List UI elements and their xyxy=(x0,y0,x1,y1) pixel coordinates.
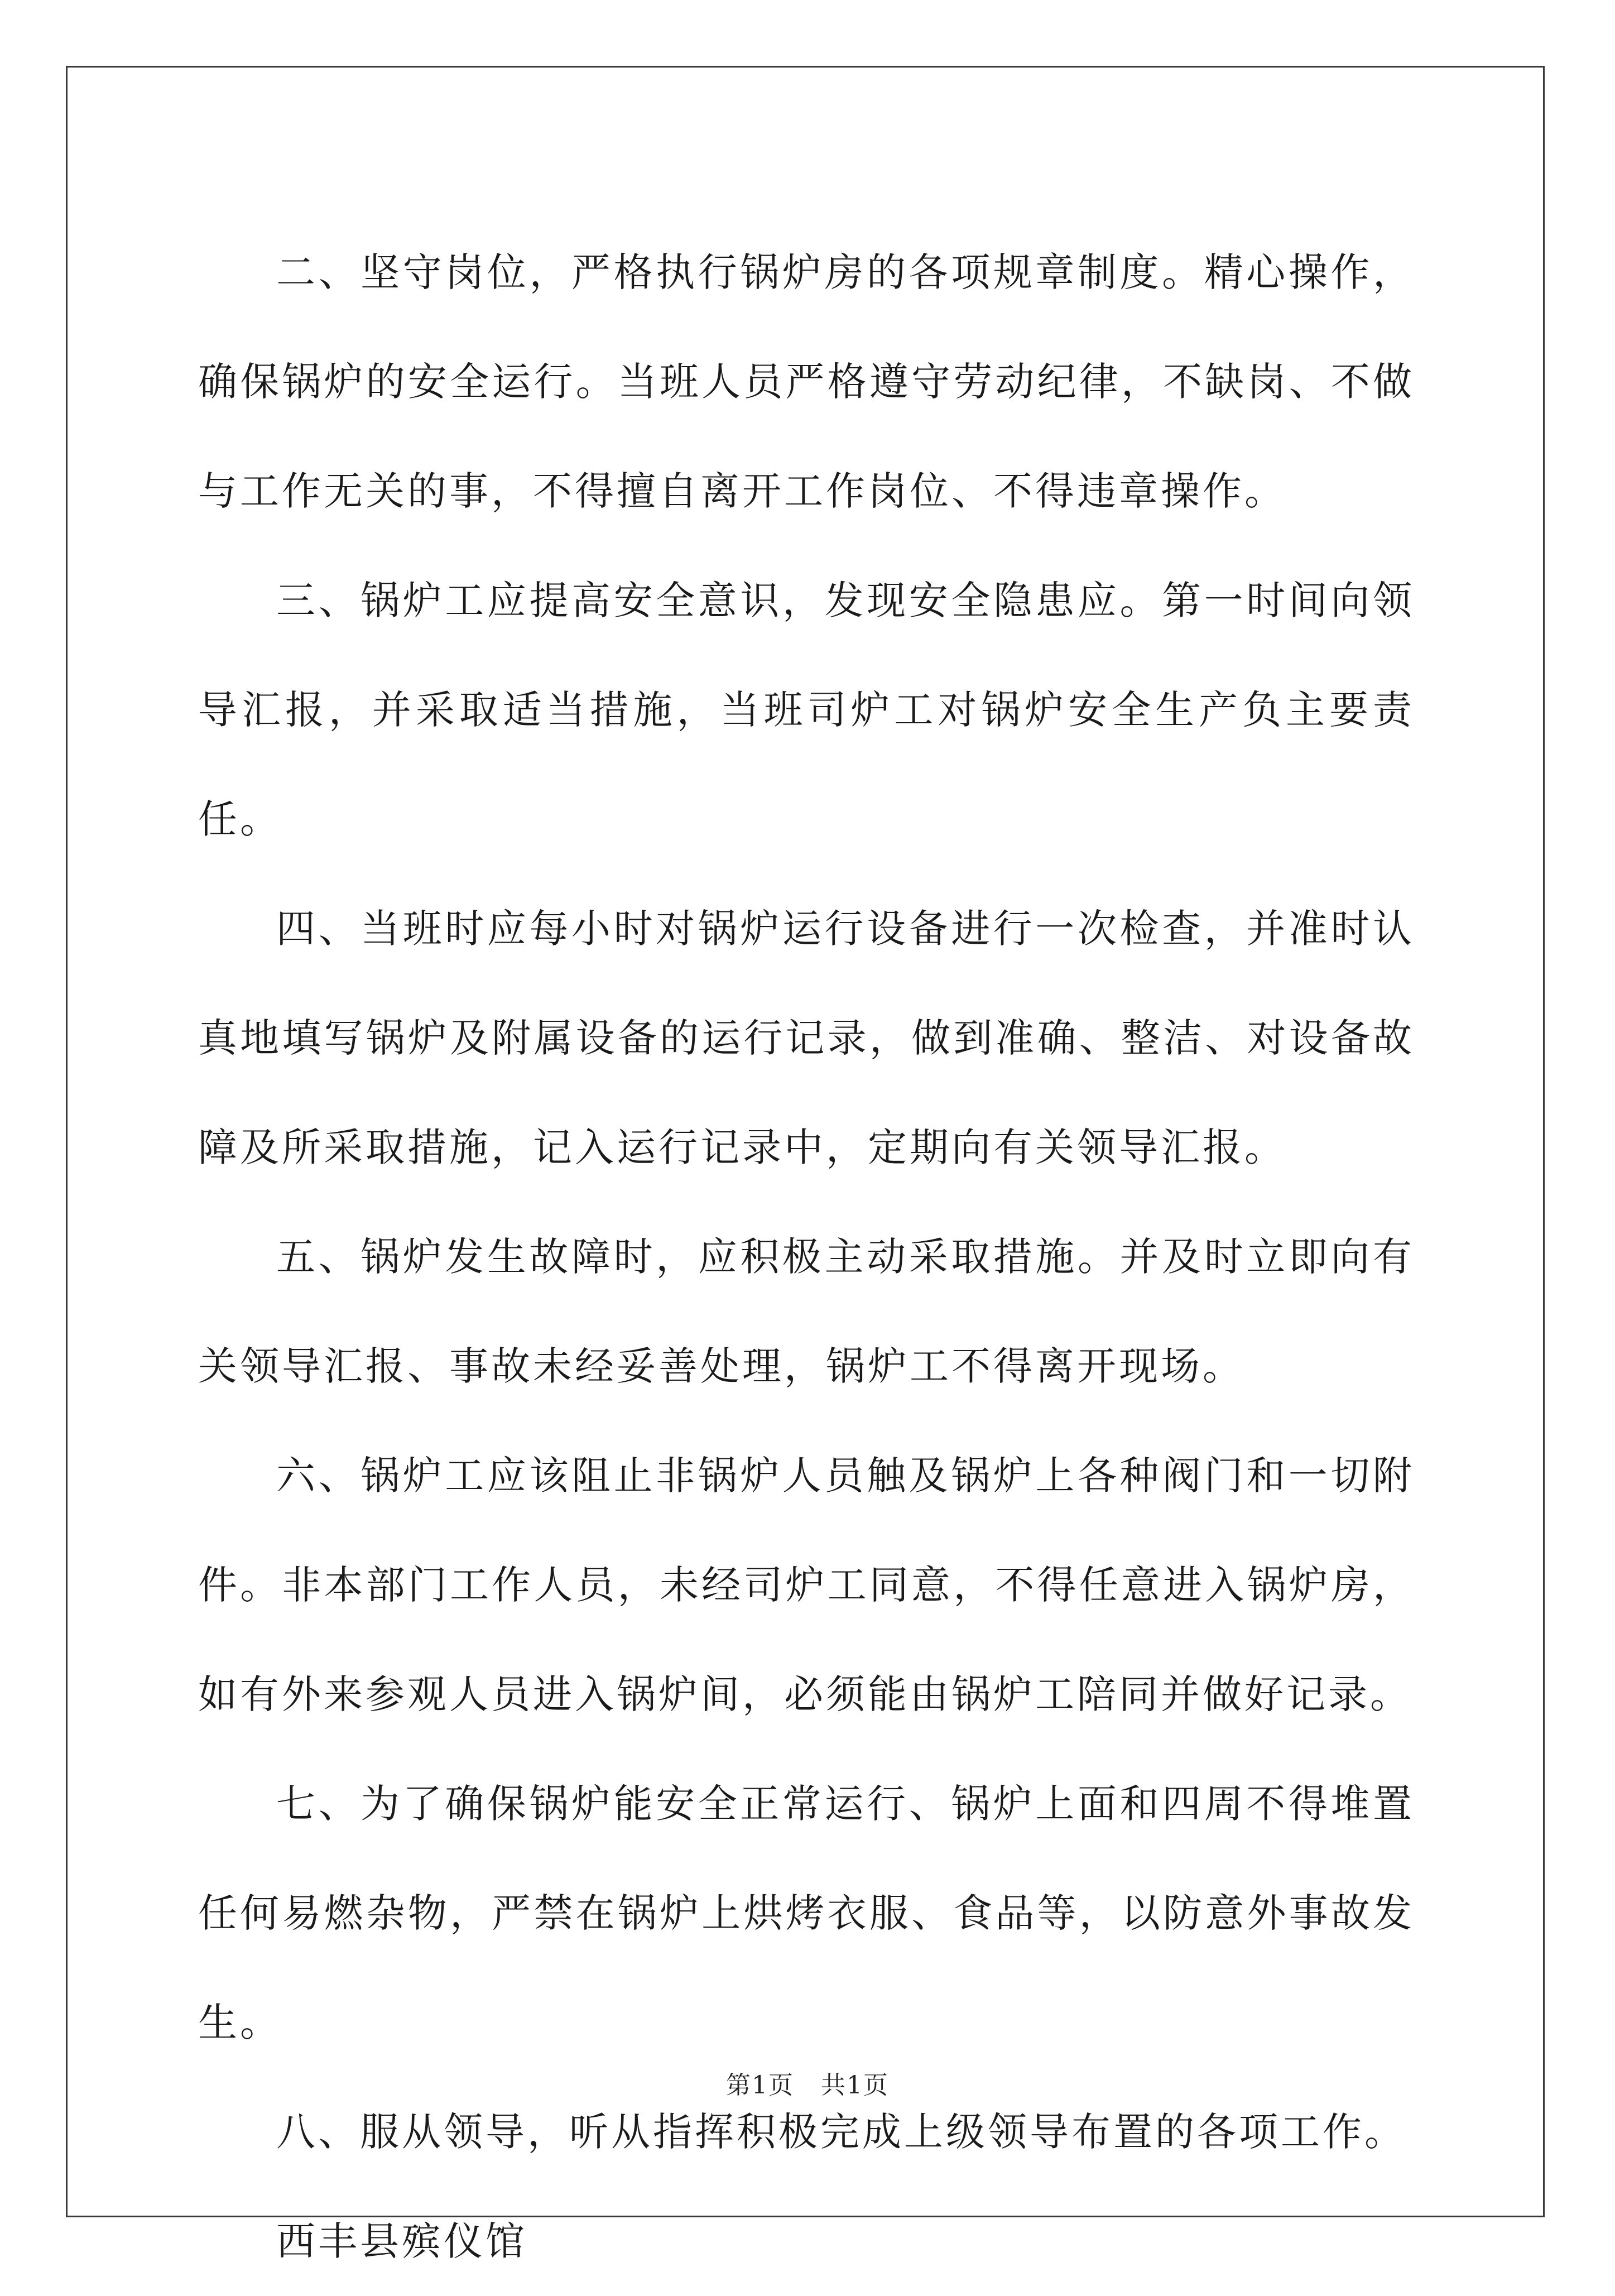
paragraph-5: 五、锅炉发生故障时，应积极主动采取措施。并及时立即向有关领导汇报、事故未经妥善处理，锅炉工不得离开现场。 xyxy=(198,1234,1415,1389)
document-body xyxy=(198,218,1415,2296)
page-number-total: 共1页 xyxy=(821,2071,889,2100)
paragraph-3: 三、锅炉工应提高安全意识，发现安全隐患应。第一时间向领导汇报，并采取适当措施，当班司炉工对锅炉安全生产负主要责任。 xyxy=(198,578,1415,842)
page-footer xyxy=(0,2065,1615,2101)
signature-organization: 西丰县殡仪馆 xyxy=(276,2218,527,2264)
page-number-current: 第1页 xyxy=(726,2071,794,2100)
paragraph-7: 七、为了确保锅炉能安全正常运行、锅炉上面和四周不得堆置任何易燃杂物，严禁在锅炉上烘烤衣服、食品等，以防意外事故发生。 xyxy=(198,1781,1415,2045)
paragraph-4: 四、当班时应每小时对锅炉运行设备进行一次检查，并准时认真地填写锅炉及附属设备的运行记录，做到准确、整洁、对设备故障及所采取措施，记入运行记录中，定期向有关领导汇报。 xyxy=(198,906,1415,1170)
paragraph-8: 八、服从领导，听从指挥积极完成上级领导布置的各项工作。 xyxy=(276,2109,1406,2155)
paragraph-2: 二、坚守岗位，严格执行锅炉房的各项规章制度。精心操作，确保锅炉的安全运行。当班人员严格遵守劳动纪律，不缺岗、不做与工作无关的事，不得擅自离开工作岗位、不得违章操作。 xyxy=(198,249,1415,514)
paragraph-6: 六、锅炉工应该阻止非锅炉人员触及锅炉上各种阀门和一切附件。非本部门工作人员，未经司炉工同意，不得任意进入锅炉房，如有外来参观人员进入锅炉间，必须能由锅炉工陪同并做好记录。 xyxy=(198,1453,1415,1717)
